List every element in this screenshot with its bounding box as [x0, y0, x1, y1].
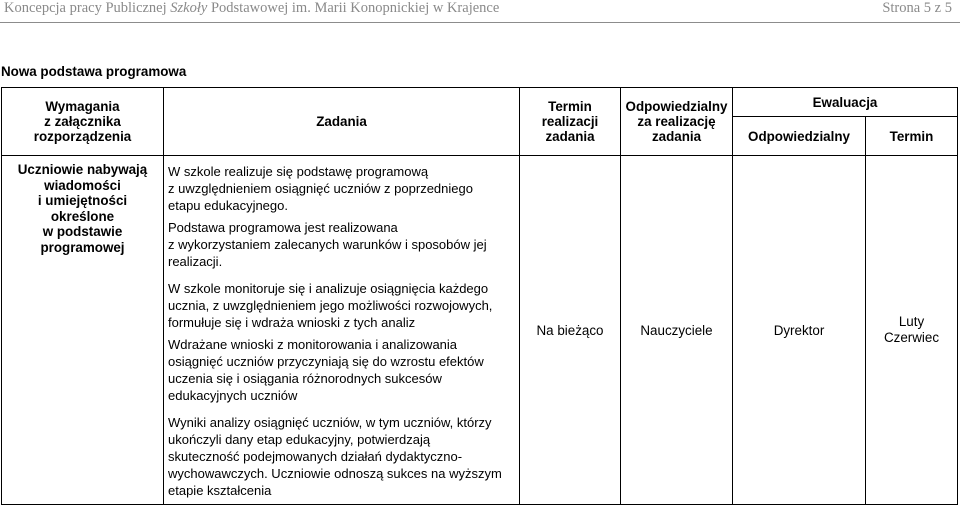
requirement-cell: Uczniowie nabywają wiadomości i umiejętności określone w podstawie programowej	[2, 156, 164, 505]
header-responsible: Odpowiedzialny za realizację zadania	[621, 88, 733, 156]
task-item: Wyniki analizy osiągnięć uczniów, w tym uczniów, którzy ukończyli dany etap edukacyjny, potwierdzają skuteczność podejmowanych działań dydaktyczno- wychowawczych. Uczniowie odnoszą sukces na wyższym etapie kształcenia	[168, 415, 502, 498]
task-item: Wdrażane wnioski z monitorowania i analizowania osiągnięć uczniów przyczyniają się do wzrostu efektów uczenia się i osiągania różnorodnych sukcesów edukacyjnych uczniów	[168, 337, 484, 403]
header-requirements: Wymagania z załącznika rozporządzenia	[2, 88, 164, 156]
section-title: Nowa podstawa programowa	[1, 64, 187, 79]
plan-table	[1, 87, 958, 505]
document-title: Koncepcja pracy Publicznej Szkoły Podstawowej im. Marii Konopnickiej w Krajence	[4, 0, 500, 16]
responsible-cell: Nauczyciele	[621, 156, 733, 505]
header-evaluation: Ewaluacja	[733, 88, 958, 117]
page-number: Strona 5 z 5	[882, 0, 952, 16]
task-item: W szkole realizuje się podstawę programową z uwzględnieniem osiągnięć uczniów z poprzedniego etapu edukacyjnego.	[168, 164, 473, 213]
table-row	[2, 156, 958, 505]
eval-responsible-cell: Dyrektor	[733, 156, 866, 505]
header-eval-responsible: Odpowiedzialny	[733, 117, 866, 156]
header-tasks: Zadania	[164, 88, 520, 156]
task-item: W szkole monitoruje się i analizuje osiągnięcia każdego ucznia, z uwzględnieniem jego możliwości rozwojowych, formułuje się i wdraża wnioski z tych analiz	[168, 281, 493, 330]
header-eval-deadline: Termin	[866, 117, 958, 156]
eval-deadline-cell: Luty Czerwiec	[866, 156, 958, 505]
header-deadline: Termin realizacji zadania	[520, 88, 621, 156]
tasks-cell	[164, 156, 520, 505]
task-item: Podstawa programowa jest realizowana z wykorzystaniem zalecanych warunków i sposobów jej realizacji.	[168, 220, 487, 269]
deadline-cell: Na bieżąco	[520, 156, 621, 505]
page-header	[0, 0, 960, 23]
